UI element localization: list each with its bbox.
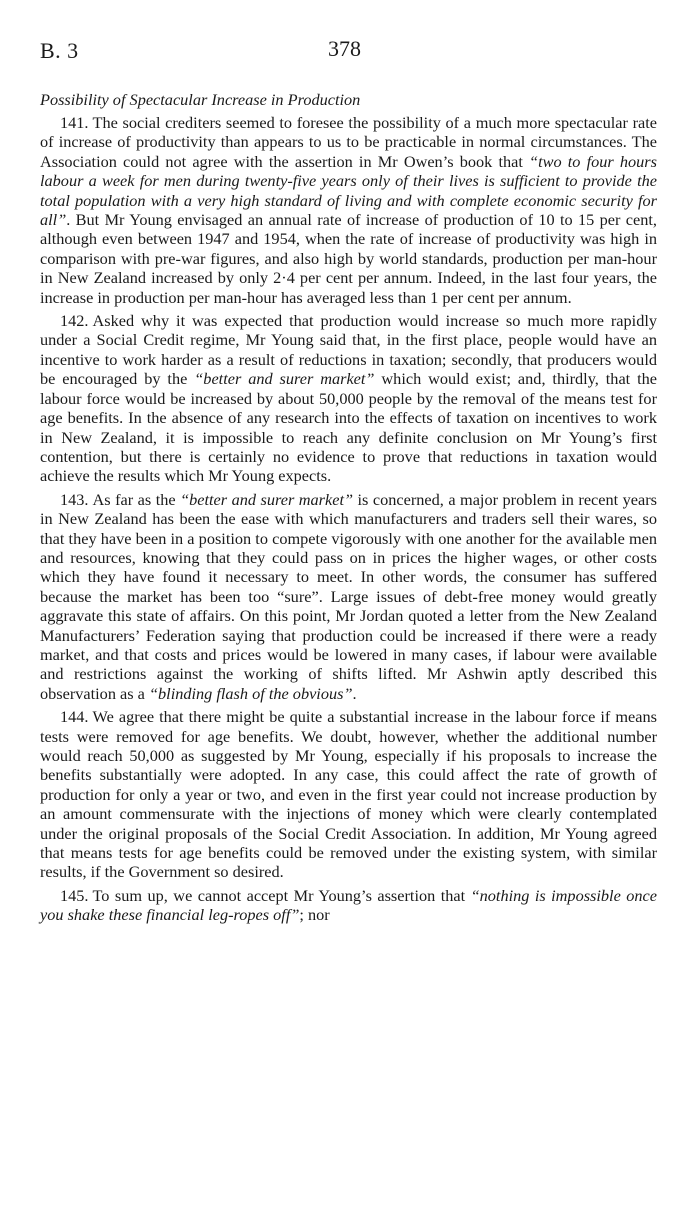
paragraph-text: To sum up, we cannot accept Mr Young’s assertion that [92, 885, 471, 905]
paragraph-list [40, 113, 657, 925]
section-heading: Possibility of Spectacular Increase in Production [40, 90, 361, 109]
quoted-text: “two to four hours labour a week for men during twenty-five years only of their lives is sufficient to provide the total population with a very high standard of living and with complete economic security for all” [40, 151, 657, 230]
paragraph-number: 142. [60, 311, 89, 331]
paragraph-number: 143. [60, 489, 89, 509]
paragraph-145 [40, 886, 657, 925]
paragraph-number: 141. [60, 113, 89, 132]
paragraph-text: Asked why it was expected that production would increase so much more rapidly under a Social Credit regime, Mr Young said that, in the first place, people would have an incentive to work harder as a result of reductions in taxation; secondly, that producers would be encouraged by the [40, 311, 657, 389]
quoted-text: “nothing is impossible once you shake these financial leg-ropes off” [40, 885, 657, 925]
running-header [40, 38, 657, 72]
paragraph-144 [40, 707, 657, 882]
quoted-text: “blinding flash of the obvious” [148, 683, 353, 703]
paragraph-142 [40, 311, 657, 486]
document-page [40, 38, 657, 925]
quoted-text: “better and surer market” [194, 369, 375, 389]
page-reference: B. 3 [40, 38, 79, 63]
paragraph-text: . But Mr Young envisaged an annual rate of increase of production of 10 to 15 per cent, although even between 1947 and 1954, when the rate of increase of productivity was high in comparison with pre-war figures, and also high by world standards, production per man-hour in New Zealand increased by only 2·4 per cent per annum. Indeed, in the last four years, the increase in production per man-hour has averaged less than 1 per cent per annum. [40, 210, 657, 307]
quoted-text: “better and surer market” [180, 489, 354, 509]
paragraph-text: As far as the [92, 489, 181, 509]
paragraph-141 [40, 113, 657, 307]
paragraph-number: 145. [60, 885, 89, 905]
paragraph-text: We agree that there might be quite a substantial increase in the labour force if means tests were removed for age benefits. We doubt, however, whether the additional number would reach 50,000 as suggested by Mr Young, especially if his proposals to increase the benefits substantially were adopted. In any case, this could affect the rate of growth of production for only a year or two, and even in the first year could not increase production by an amount commensurate with the injections of money which were clearly contemplated under the original proposals of the Social Credit Association. In addition, Mr Young agreed that means tests for age benefits could be removed under the existing system, with similar results, if the Government so desired. [40, 707, 657, 882]
paragraph-text: The social crediters seemed to foresee the possibility of a much more spectacular rate of increase of productivity than appears to us to be practicable in normal circumstances. The Association could not agree with the assertion in Mr Owen’s book that [40, 113, 657, 171]
paragraph-143 [40, 490, 657, 703]
page-number: 378 [328, 36, 361, 61]
paragraph-number: 144. [60, 707, 89, 727]
paragraph-text: is concerned, a major problem in recent years in New Zealand has been the ease with which manufacturers and traders sell their wares, so that they have been in a position to compete vigorously with one another for the available men and resources, knowing that they could pass on in prices the higher wages, or other costs which they have found it necessary to meet. In other words, the consumer has suffered because the market has been too “sure”. Large issues of debt-free money would greatly aggravate this state of affairs. On this point, Mr Jordan quoted a letter from the New Zealand Manufacturers’ Federation saying that production could be increased if there were a ready market, and that costs and prices would be lowered in many cases, if labour were available and restrictions against the working of shifts lifted. Mr Ashwin aptly described this observation as a [40, 489, 658, 703]
paragraph-text: . [352, 683, 357, 703]
paragraph-text: ; nor [299, 905, 330, 925]
paragraph-text: which would exist; and, thirdly, that the labour force would be increased by about 50,000 people by the removal of the means test for age benefits. In the absence of any research into the effects of taxation on incentives to work in New Zealand, it is impossible to reach any definite conclusion on Mr Young’s first contention, but there is certainly no evidence to prove that reductions in taxation would achieve the results which Mr Young expects. [40, 369, 657, 486]
